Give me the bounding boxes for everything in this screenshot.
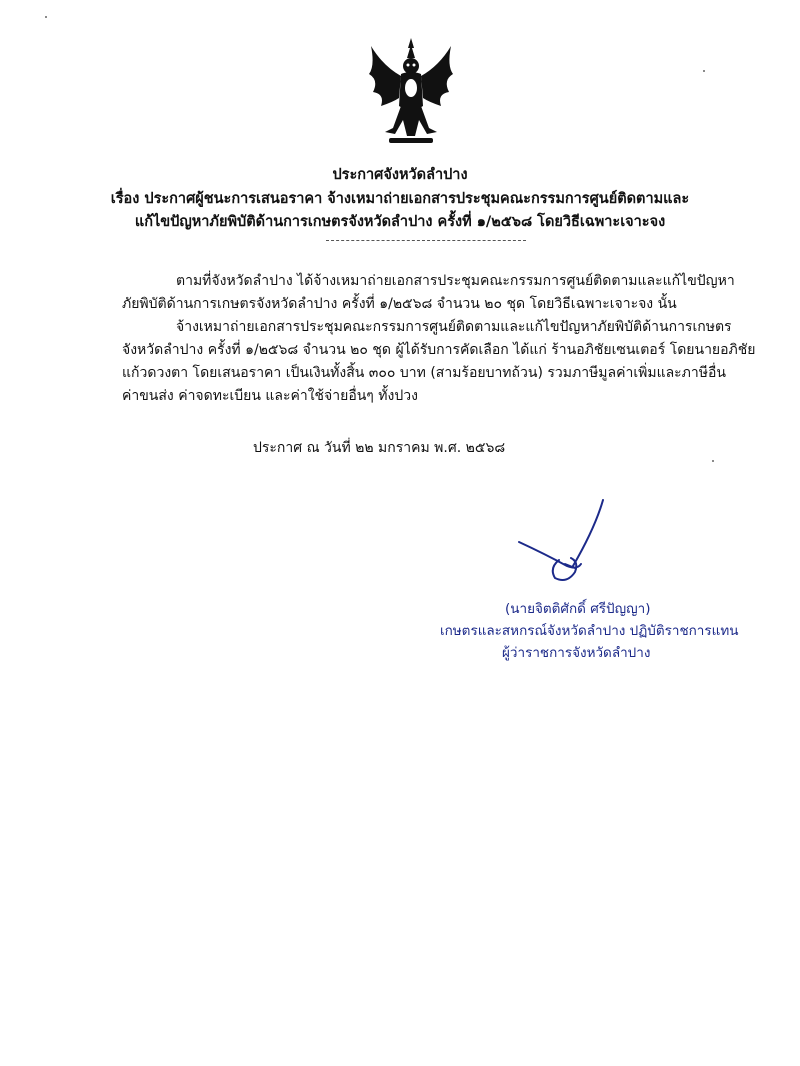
garuda-emblem	[365, 36, 457, 146]
signature-block	[440, 598, 800, 664]
scan-speck	[712, 460, 714, 462]
body-paragraph-2-line-4: ค่าขนส่ง ค่าจดทะเบียน และค่าใช้จ่ายอื่นๆ ทั้งปวง	[122, 388, 418, 404]
body-paragraph-2-line-1: จ้างเหมาถ่ายเอกสารประชุมคณะกรรมการศูนย์ติดตามและแก้ไขปัญหาภัยพิบัติด้านการเกษตร	[176, 319, 732, 335]
subject-line-1: เรื่อง ประกาศผู้ชนะการเสนอราคา จ้างเหมาถ่ายเอกสารประชุมคณะกรรมการศูนย์ติดตามและ	[110, 191, 690, 207]
body-paragraph-1-line-2: ภัยพิบัติด้านการเกษตรจังหวัดลำปาง ครั้งที่ ๑/๒๕๖๘ จำนวน ๒๐ ชุด โดยวิธีเฉพาะเจาะจง นั้น	[122, 296, 677, 312]
body-paragraph-2-line-2: จังหวัดลำปาง ครั้งที่ ๑/๒๕๖๘ จำนวน ๒๐ ชุด ผู้ได้รับการคัดเลือก ได้แก่ ร้านอภิชัยเซนเตอร์ โดยนายอภิชัย	[122, 342, 756, 358]
divider	[326, 240, 526, 241]
subject-line-2: แก้ไขปัญหาภัยพิบัติด้านการเกษตรจังหวัดลำปาง ครั้งที่ ๑/๒๕๖๘ โดยวิธีเฉพาะเจาะจง	[134, 214, 666, 230]
body-paragraph-2-line-3: แก้วดวงตา โดยเสนอราคา เป็นเงินทั้งสิ้น ๓๐๐ บาท (สามร้อยบาทถ้วน) รวมภาษีมูลค่าเพิ่มและภาษีอื่น	[122, 365, 726, 381]
signer-position-1: เกษตรและสหกรณ์จังหวัดลำปาง ปฏิบัติราชการแทน	[440, 623, 739, 639]
scan-speck	[45, 16, 47, 18]
document-title: ประกาศจังหวัดลำปาง	[332, 167, 468, 183]
body-paragraph-1-line-1: ตามที่จังหวัดลำปาง ได้จ้างเหมาถ่ายเอกสารประชุมคณะกรรมการศูนย์ติดตามและแก้ไขปัญหา	[176, 273, 735, 289]
signer-name: (นายจิตติศักดิ์ ศรีปัญญา)	[505, 601, 651, 617]
signer-position-2: ผู้ว่าราชการจังหวัดลำปาง	[502, 645, 651, 661]
scan-speck	[703, 70, 705, 72]
announcement-date: ประกาศ ณ วันที่ ๒๒ มกราคม พ.ศ. ๒๕๖๘	[253, 440, 506, 456]
handwritten-signature	[515, 498, 615, 583]
